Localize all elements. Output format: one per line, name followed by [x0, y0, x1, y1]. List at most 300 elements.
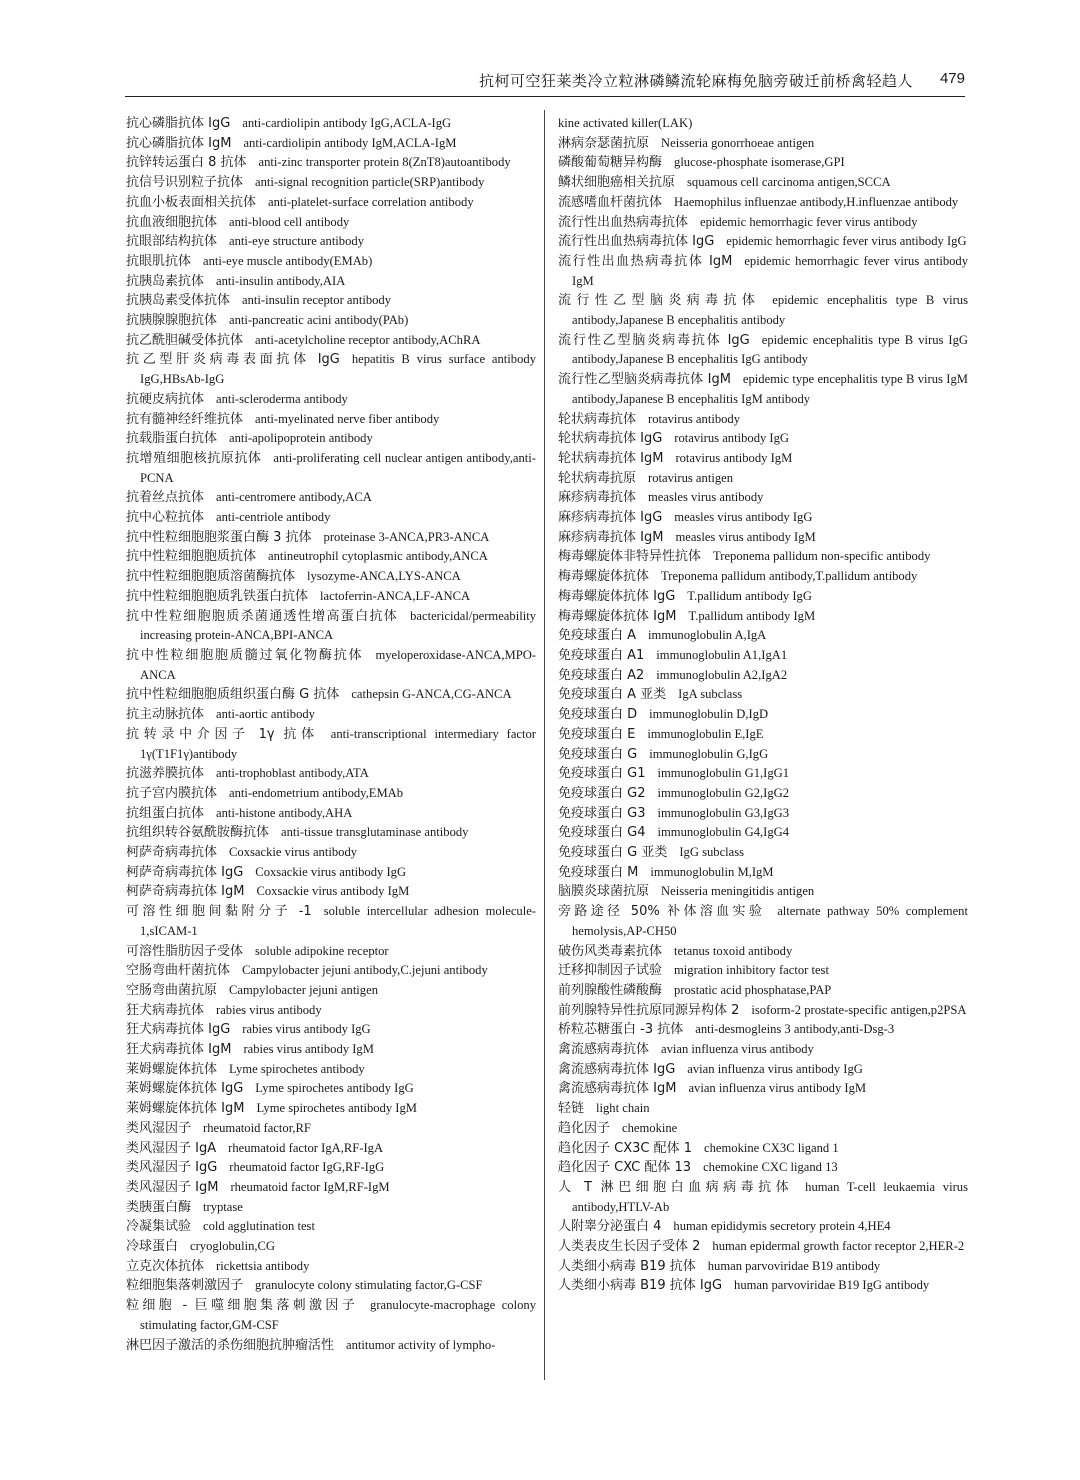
term-english: tetanus toxoid antibody — [674, 943, 793, 958]
term-chinese: 人附睾分泌蛋白 4 — [558, 1219, 662, 1235]
term-chinese: 免疫球蛋白 A1 — [558, 647, 645, 663]
glossary-entry — [558, 1119, 968, 1139]
term-english: Haemophilus influenzae antibody,H.influenzae antibody — [674, 194, 959, 209]
term-chinese: 类风湿因子 — [126, 1120, 192, 1136]
term-english: anti-desmogleins 3 antibody,anti-Dsg-3 — [695, 1022, 895, 1037]
glossary-entry — [126, 1198, 536, 1218]
term-chinese: 莱姆螺旋体抗体 IgM — [126, 1101, 245, 1117]
term-english: light chain — [596, 1101, 650, 1116]
term-english: rabies virus antibody IgM — [243, 1042, 374, 1057]
term-english: immunoglobulin A1,IgA1 — [656, 647, 788, 662]
term-chinese: 抗中心粒抗体 — [126, 510, 205, 526]
term-english: rotavirus antibody — [648, 411, 741, 426]
glossary-entry — [558, 173, 968, 193]
term-chinese: 轮状病毒抗原 — [558, 470, 637, 486]
glossary-entry — [126, 1139, 536, 1159]
glossary-entry — [126, 942, 536, 962]
term-chinese: 抗胰岛素受体抗体 — [126, 293, 231, 309]
glossary-entry — [126, 843, 536, 863]
term-chinese: 抗中性粒细胞胞质溶菌酶抗体 — [126, 569, 296, 585]
term-english: immunoglobulin G,IgG — [649, 746, 769, 761]
term-english: antitumor activity of lympho- — [346, 1337, 496, 1352]
term-english: anti-eye structure antibody — [229, 234, 364, 249]
glossary-entry — [126, 213, 536, 233]
term-english: epidemic type encephalitis type B virus IgM antibody,Japanese B encephalitis IgM antibody — [572, 372, 968, 406]
glossary-entry — [126, 1099, 536, 1119]
term-english: anti-centriole antibody — [216, 510, 331, 525]
glossary-entry — [558, 764, 968, 784]
term-chinese: 麻疹病毒抗体 IgM — [558, 529, 664, 545]
term-chinese: 免疫球蛋白 D — [558, 707, 638, 723]
term-chinese: 流行性出血热病毒抗体 IgG — [558, 234, 715, 250]
term-english: anti-tissue transglutaminase antibody — [281, 825, 469, 840]
term-chinese: 流行性乙型脑炎病毒抗体 — [558, 293, 761, 309]
term-chinese: 人类细小病毒 B19 抗体 — [558, 1258, 696, 1274]
term-english: Neisseria meningitidis antigen — [661, 884, 815, 899]
term-english: IgG subclass — [679, 845, 745, 860]
left-column — [126, 114, 536, 1355]
term-english: anti-platelet-surface correlation antibody — [268, 194, 474, 209]
term-chinese: 免疫球蛋白 G3 — [558, 805, 646, 821]
glossary-entry — [126, 1079, 536, 1099]
glossary-entry — [126, 153, 536, 173]
term-chinese: 抗有髓神经纤维抗体 — [126, 411, 244, 427]
term-english: kine activated killer(LAK) — [558, 116, 693, 130]
term-english: squamous cell carcinoma antigen,SCCA — [687, 175, 891, 190]
term-chinese: 旁路途径 50% 补体溶血实验 — [558, 904, 766, 920]
glossary-entry — [558, 942, 968, 962]
term-chinese: 立克次体抗体 — [126, 1258, 205, 1274]
glossary-entry — [126, 784, 536, 804]
term-chinese: 免疫球蛋白 G — [558, 746, 638, 762]
term-english: IgA subclass — [678, 687, 743, 702]
glossary-entry — [126, 1296, 536, 1335]
glossary-entry — [126, 587, 536, 607]
glossary-entry — [126, 331, 536, 351]
glossary-entry — [558, 1217, 968, 1237]
glossary-entry — [558, 981, 968, 1001]
glossary-entry — [558, 863, 968, 883]
term-chinese: 抗锌转运蛋白 8 抗体 — [126, 155, 247, 171]
glossary-entry — [558, 685, 968, 705]
glossary-entry — [126, 1237, 536, 1257]
term-english: immunoglobulin G2,IgG2 — [657, 785, 790, 800]
term-chinese: 狂犬病毒抗体 — [126, 1002, 205, 1018]
term-chinese: 抗主动脉抗体 — [126, 707, 205, 723]
term-english: immunoglobulin M,IgM — [650, 864, 774, 879]
term-chinese: 免疫球蛋白 A2 — [558, 667, 645, 683]
term-chinese: 抗转录中介因子 1γ 抗体 — [126, 726, 319, 742]
glossary-entry — [558, 843, 968, 863]
term-chinese: 轻链 — [558, 1101, 585, 1117]
term-chinese: 狂犬病毒抗体 IgG — [126, 1022, 231, 1038]
term-english: cathepsin G-ANCA,CG-ANCA — [351, 687, 512, 702]
glossary-entry — [558, 528, 968, 548]
term-english: chemokine CXC ligand 13 — [703, 1160, 838, 1175]
term-english: immunoglobulin G1,IgG1 — [657, 766, 790, 781]
term-chinese: 破伤风类毒素抗体 — [558, 943, 663, 959]
glossary-entry — [126, 981, 536, 1001]
term-chinese: 趋化因子 — [558, 1120, 611, 1136]
term-chinese: 磷酸葡萄糖异构酶 — [558, 155, 663, 171]
page-number: 479 — [939, 70, 965, 87]
glossary-entry — [126, 547, 536, 567]
glossary-entry — [126, 528, 536, 548]
glossary-entry — [558, 882, 968, 902]
glossary-entry — [558, 745, 968, 765]
term-english: cold agglutination test — [203, 1219, 315, 1234]
term-english: migration inhibitory factor test — [674, 963, 829, 978]
term-chinese: 禽流感病毒抗体 IgG — [558, 1061, 676, 1077]
term-chinese: 抗着丝点抗体 — [126, 490, 205, 506]
term-english: human parvoviridae B19 IgG antibody — [734, 1278, 930, 1293]
term-chinese: 抗眼肌抗体 — [126, 253, 192, 269]
glossary-entry — [126, 508, 536, 528]
glossary-entry — [558, 291, 968, 330]
term-chinese: 梅毒螺旋体抗体 — [558, 569, 650, 585]
glossary-entry — [126, 193, 536, 213]
term-english: anti-apolipoprotein antibody — [229, 431, 373, 446]
term-chinese: 抗硬皮病抗体 — [126, 391, 205, 407]
term-english: epidemic encephalitis type B virus IgG antibody,Japanese B encephalitis IgG antibody — [572, 332, 969, 367]
term-chinese: 流行性乙型脑炎病毒抗体 IgM — [558, 372, 731, 388]
glossary-entry — [558, 508, 968, 528]
term-english: chemokine CX3C ligand 1 — [704, 1140, 839, 1155]
term-chinese: 抗胰岛素抗体 — [126, 273, 205, 289]
term-chinese: 抗信号识别粒子抗体 — [126, 175, 244, 191]
term-english: rheumatoid factor IgM,RF-IgM — [230, 1179, 390, 1194]
term-chinese: 抗胰腺腺胞抗体 — [126, 313, 218, 329]
term-english: anti-cardiolipin antibody IgM,ACLA-IgM — [243, 135, 457, 150]
term-chinese: 免疫球蛋白 M — [558, 864, 639, 880]
term-chinese: 人类表皮生长因子受体 2 — [558, 1239, 701, 1255]
term-chinese: 柯萨奇病毒抗体 IgG — [126, 864, 244, 880]
term-english: anti-endometrium antibody,EMAb — [229, 785, 404, 800]
glossary-entry — [558, 1257, 968, 1277]
term-chinese: 抗血小板表面相关抗体 — [126, 194, 257, 210]
glossary-entry — [126, 725, 536, 764]
term-chinese: 空肠弯曲菌抗原 — [126, 982, 218, 998]
glossary-entry — [558, 232, 968, 252]
term-english: Lyme spirochetes antibody IgM — [256, 1101, 417, 1116]
glossary-entry — [126, 1276, 536, 1296]
term-english: immunoglobulin D,IgD — [649, 707, 769, 722]
term-english: soluble adipokine receptor — [255, 943, 389, 958]
term-chinese: 梅毒螺旋体抗体 IgG — [558, 588, 676, 604]
term-english: anti-cardiolipin antibody IgG,ACLA-IgG — [242, 116, 452, 130]
glossary-entry — [126, 1217, 536, 1237]
glossary-entry — [558, 1178, 968, 1217]
term-chinese: 抗血液细胞抗体 — [126, 214, 218, 230]
glossary-entry — [558, 1139, 968, 1159]
term-chinese: 可溶性细胞间黏附分子 -1 — [126, 904, 312, 920]
glossary-entry — [126, 1040, 536, 1060]
glossary-entry — [126, 764, 536, 784]
term-chinese: 冷球蛋白 — [126, 1239, 179, 1255]
term-english: anti-proliferating cell nuclear antigen antibody,anti-PCNA — [140, 450, 536, 485]
term-english: avian influenza virus antibody — [661, 1042, 814, 1057]
term-english: rabies virus antibody IgG — [242, 1022, 371, 1037]
term-chinese: 免疫球蛋白 G2 — [558, 785, 646, 801]
term-chinese: 柯萨奇病毒抗体 — [126, 845, 218, 861]
term-english: anti-aortic antibody — [216, 707, 315, 722]
term-chinese: 可溶性脂肪因子受体 — [126, 943, 244, 959]
glossary-entry — [558, 469, 968, 489]
term-chinese: 类风湿因子 IgM — [126, 1179, 219, 1195]
term-english: proteinase 3-ANCA,PR3-ANCA — [323, 529, 490, 544]
term-english: immunoglobulin A,IgA — [648, 628, 767, 643]
glossary-entry — [126, 311, 536, 331]
term-chinese: 柯萨奇病毒抗体 IgM — [126, 884, 245, 900]
glossary-entry — [126, 823, 536, 843]
term-english: Lyme spirochetes antibody IgG — [255, 1081, 414, 1096]
column-divider — [544, 110, 545, 1380]
glossary-entry — [558, 1237, 968, 1257]
term-chinese: 类风湿因子 IgG — [126, 1160, 218, 1176]
term-english: anti-scleroderma antibody — [216, 391, 348, 406]
term-english: rickettsia antibody — [216, 1258, 310, 1273]
term-chinese: 流行性出血热病毒抗体 IgM — [558, 253, 733, 269]
glossary-entry — [126, 1336, 536, 1356]
glossary-entry — [558, 410, 968, 430]
glossary-entry — [126, 390, 536, 410]
term-english: chemokine — [622, 1120, 678, 1135]
term-english: granulocyte-macrophage colony stimulating factor,GM-CSF — [140, 1298, 536, 1332]
term-chinese: 轮状病毒抗体 — [558, 411, 637, 427]
term-chinese: 类风湿因子 IgA — [126, 1140, 217, 1156]
glossary-entry — [126, 685, 536, 705]
glossary-entry — [126, 488, 536, 508]
term-english: anti-eye muscle antibody(EMAb) — [203, 253, 373, 268]
glossary-entry — [126, 607, 536, 646]
term-english: Neisseria gonorrhoeae antigen — [661, 135, 815, 150]
glossary-entry — [126, 1119, 536, 1139]
term-english: rheumatoid factor IgG,RF-IgG — [229, 1160, 385, 1175]
running-header — [125, 66, 965, 97]
term-english: rotavirus antibody IgM — [675, 450, 793, 465]
right-column — [558, 114, 968, 1296]
term-chinese: 粒细胞 - 巨噬细胞集落刺激因子 — [126, 1298, 359, 1314]
glossary-entry — [558, 784, 968, 804]
term-english: bactericidal/permeability increasing protein-ANCA,BPI-ANCA — [140, 608, 536, 643]
term-chinese: 免疫球蛋白 A 亚类 — [558, 687, 667, 703]
glossary-entry — [558, 646, 968, 666]
glossary-entry — [558, 1276, 968, 1296]
term-chinese: 鳞状细胞癌相关抗原 — [558, 175, 676, 191]
term-english: prostatic acid phosphatase,PAP — [674, 982, 832, 997]
term-chinese: 流行性出血热病毒抗体 — [558, 214, 689, 230]
term-chinese: 抗心磷脂抗体 IgM — [126, 135, 232, 151]
term-english: antineutrophil cytoplasmic antibody,ANCA — [268, 549, 488, 564]
term-english: anti-histone antibody,AHA — [216, 805, 353, 820]
term-english: hepatitis B virus surface antibody IgG,HBsAb-IgG — [140, 352, 536, 387]
glossary-entry — [558, 1040, 968, 1060]
term-chinese: 前列腺特异性抗原同源异构体 2 — [558, 1002, 740, 1018]
glossary-entry — [126, 863, 536, 883]
term-chinese: 抗组蛋白抗体 — [126, 805, 205, 821]
glossary-entry — [558, 1020, 968, 1040]
glossary-entry — [126, 902, 536, 941]
glossary-entry — [558, 1099, 968, 1119]
glossary-entry — [126, 291, 536, 311]
glossary-entry — [126, 410, 536, 430]
term-english: measles virus antibody IgM — [675, 529, 816, 544]
glossary-entry — [558, 429, 968, 449]
term-english: Campylobacter jejuni antigen — [229, 982, 378, 997]
term-english: anti-blood cell antibody — [229, 214, 350, 229]
glossary-entry — [126, 1020, 536, 1040]
term-english: anti-transcriptional intermediary factor 1γ(T1F1γ)antibody — [140, 726, 536, 761]
glossary-entry — [126, 1060, 536, 1080]
term-english: anti-acetylcholine receptor antibody,AChRA — [255, 332, 481, 347]
glossary-entry — [126, 882, 536, 902]
glossary-entry — [558, 823, 968, 843]
term-chinese: 免疫球蛋白 G 亚类 — [558, 845, 668, 861]
term-english: Treponema pallidum non-specific antibody — [713, 549, 931, 564]
glossary-entry — [558, 725, 968, 745]
term-english: epidemic hemorrhagic fever virus antibody IgM — [572, 253, 969, 288]
header-title: 抗柯可空狂莱类冷立粒淋磷鳞流轮麻梅免脑旁破迁前桥禽轻趋人 — [478, 72, 913, 90]
term-chinese: 免疫球蛋白 G1 — [558, 766, 646, 782]
glossary-entry — [558, 587, 968, 607]
term-chinese: 抗眼部结构抗体 — [126, 234, 218, 250]
term-chinese: 人类细小病毒 B19 抗体 IgG — [558, 1278, 723, 1294]
term-english: Coxsackie virus antibody IgM — [256, 884, 410, 899]
glossary-entry — [558, 252, 968, 291]
term-chinese: 梅毒螺旋体非特异性抗体 — [558, 549, 702, 565]
term-english: human parvoviridae B19 antibody — [707, 1258, 881, 1273]
term-english: rabies virus antibody — [216, 1002, 322, 1017]
glossary-entry — [558, 370, 968, 409]
glossary-entry — [558, 1158, 968, 1178]
term-english: measles virus antibody IgG — [674, 510, 813, 525]
glossary-entry — [126, 449, 536, 488]
term-chinese: 抗增殖细胞核抗原抗体 — [126, 450, 262, 466]
term-chinese: 抗心磷脂抗体 IgG — [126, 116, 231, 131]
term-english: measles virus antibody — [648, 490, 764, 505]
term-chinese: 迁移抑制因子试验 — [558, 963, 663, 979]
term-chinese: 抗中性粒细胞胞质杀菌通透性增高蛋白抗体 — [126, 608, 399, 624]
term-chinese: 流行性乙型脑炎病毒抗体 IgG — [558, 332, 750, 348]
term-chinese: 免疫球蛋白 G4 — [558, 825, 646, 841]
term-chinese: 莱姆螺旋体抗体 IgG — [126, 1081, 244, 1097]
term-chinese: 抗载脂蛋白抗体 — [126, 431, 218, 447]
glossary-entry — [558, 153, 968, 173]
term-english: myeloperoxidase-ANCA,MPO-ANCA — [140, 647, 536, 682]
term-chinese: 麻疹病毒抗体 — [558, 490, 637, 506]
term-english: epidemic hemorrhagic fever virus antibody — [700, 214, 918, 229]
term-chinese: 流感嗜血杆菌抗体 — [558, 194, 663, 210]
term-english: rheumatoid factor,RF — [203, 1120, 311, 1135]
term-english: avian influenza virus antibody IgG — [687, 1061, 863, 1076]
term-chinese: 粒细胞集落刺激因子 — [126, 1278, 244, 1294]
glossary-entry — [126, 114, 536, 134]
glossary-entry — [558, 1001, 968, 1021]
term-chinese: 禽流感病毒抗体 IgM — [558, 1081, 677, 1097]
term-english: rheumatoid factor IgA,RF-IgA — [228, 1140, 384, 1155]
term-english: anti-signal recognition particle(SRP)antibody — [255, 175, 485, 190]
glossary-entry — [126, 1001, 536, 1021]
glossary-entry — [558, 213, 968, 233]
glossary-entry — [558, 488, 968, 508]
glossary-entry — [558, 331, 968, 370]
term-english: glucose-phosphate isomerase,GPI — [674, 155, 845, 170]
term-chinese: 空肠弯曲杆菌抗体 — [126, 963, 231, 979]
term-chinese: 抗中性粒细胞胞质髓过氧化物酶抗体 — [126, 647, 364, 663]
term-english: tryptase — [203, 1199, 243, 1214]
term-chinese: 轮状病毒抗体 IgG — [558, 431, 663, 447]
term-english: anti-zinc transporter protein 8(ZnT8)autoantibody — [258, 155, 511, 170]
term-chinese: 抗子宫内膜抗体 — [126, 785, 218, 801]
term-english: soluble intercellular adhesion molecule-1,sICAM-1 — [140, 904, 536, 938]
term-english: immunoglobulin E,IgE — [647, 726, 764, 741]
term-chinese: 冷凝集试验 — [126, 1219, 192, 1235]
term-english: Treponema pallidum antibody,T.pallidum antibody — [661, 569, 918, 584]
term-chinese: 莱姆螺旋体抗体 — [126, 1061, 218, 1077]
term-english: Coxsackie virus antibody — [229, 845, 358, 860]
glossary-entry — [126, 1158, 536, 1178]
term-chinese: 抗中性粒细胞胞浆蛋白酶 3 抗体 — [126, 529, 312, 545]
glossary-entry — [558, 626, 968, 646]
term-chinese: 梅毒螺旋体抗体 IgM — [558, 608, 677, 624]
term-chinese: 抗滋养膜抗体 — [126, 766, 205, 782]
term-chinese: 抗中性粒细胞胞质组织蛋白酶 G 抗体 — [126, 687, 340, 703]
term-english: immunoglobulin G4,IgG4 — [657, 825, 790, 840]
term-english: rotavirus antibody IgG — [674, 431, 790, 446]
glossary-entry — [126, 252, 536, 272]
glossary-entry — [558, 1060, 968, 1080]
term-chinese: 人 T 淋巴细胞白血病病毒抗体 — [558, 1179, 794, 1195]
term-english: anti-insulin receptor antibody — [242, 293, 392, 308]
term-chinese: 轮状病毒抗体 IgM — [558, 450, 664, 466]
glossary-entry — [126, 134, 536, 154]
term-chinese: 趋化因子 CX3C 配体 1 — [558, 1140, 692, 1156]
glossary-entry — [558, 567, 968, 587]
term-english: human epididymis secretory protein 4,HE4 — [673, 1219, 891, 1234]
glossary-entry — [558, 666, 968, 686]
term-english: granulocyte colony stimulating factor,G-CSF — [255, 1278, 483, 1293]
term-chinese: 麻疹病毒抗体 IgG — [558, 510, 663, 526]
term-chinese: 前列腺酸性磷酸酶 — [558, 982, 663, 998]
term-english: human epidermal growth factor receptor 2,HER-2 — [712, 1239, 965, 1254]
term-chinese: 抗乙型肝炎病毒表面抗体 IgG — [126, 352, 340, 368]
glossary-entry — [126, 567, 536, 587]
term-chinese: 脑膜炎球菌抗原 — [558, 884, 650, 900]
term-english: Campylobacter jejuni antibody,C.jejuni antibody — [242, 963, 488, 978]
glossary-entry — [558, 193, 968, 213]
glossary-entry — [126, 429, 536, 449]
term-english: epidemic hemorrhagic fever virus antibody IgG — [726, 234, 967, 249]
term-english: lysozyme-ANCA,LYS-ANCA — [307, 569, 461, 584]
term-chinese: 抗乙酰胆碱受体抗体 — [126, 332, 244, 348]
term-chinese: 狂犬病毒抗体 IgM — [126, 1042, 232, 1058]
term-english: human T-cell leukaemia virus antibody,HTLV-Ab — [572, 1179, 968, 1214]
term-chinese: 抗组织转谷氨酰胺酶抗体 — [126, 825, 270, 841]
glossary-entry — [558, 902, 968, 941]
glossary-entry — [558, 547, 968, 567]
glossary-entry — [558, 114, 968, 134]
term-chinese: 免疫球蛋白 E — [558, 726, 636, 742]
term-english: epidemic encephalitis type B virus antibody,Japanese B encephalitis antibody — [572, 293, 968, 328]
term-english: T.pallidum antibody IgG — [687, 588, 812, 603]
glossary-entry — [558, 705, 968, 725]
term-chinese: 桥粒芯糖蛋白 -3 抗体 — [558, 1022, 684, 1038]
term-english: anti-insulin antibody,AIA — [216, 273, 346, 288]
term-english: T.pallidum antibody IgM — [688, 608, 816, 623]
term-english: anti-trophoblast antibody,ATA — [216, 766, 369, 781]
glossary-entry — [126, 1178, 536, 1198]
term-english: alternate pathway 50% complement hemolysis,AP-CH50 — [572, 904, 968, 938]
